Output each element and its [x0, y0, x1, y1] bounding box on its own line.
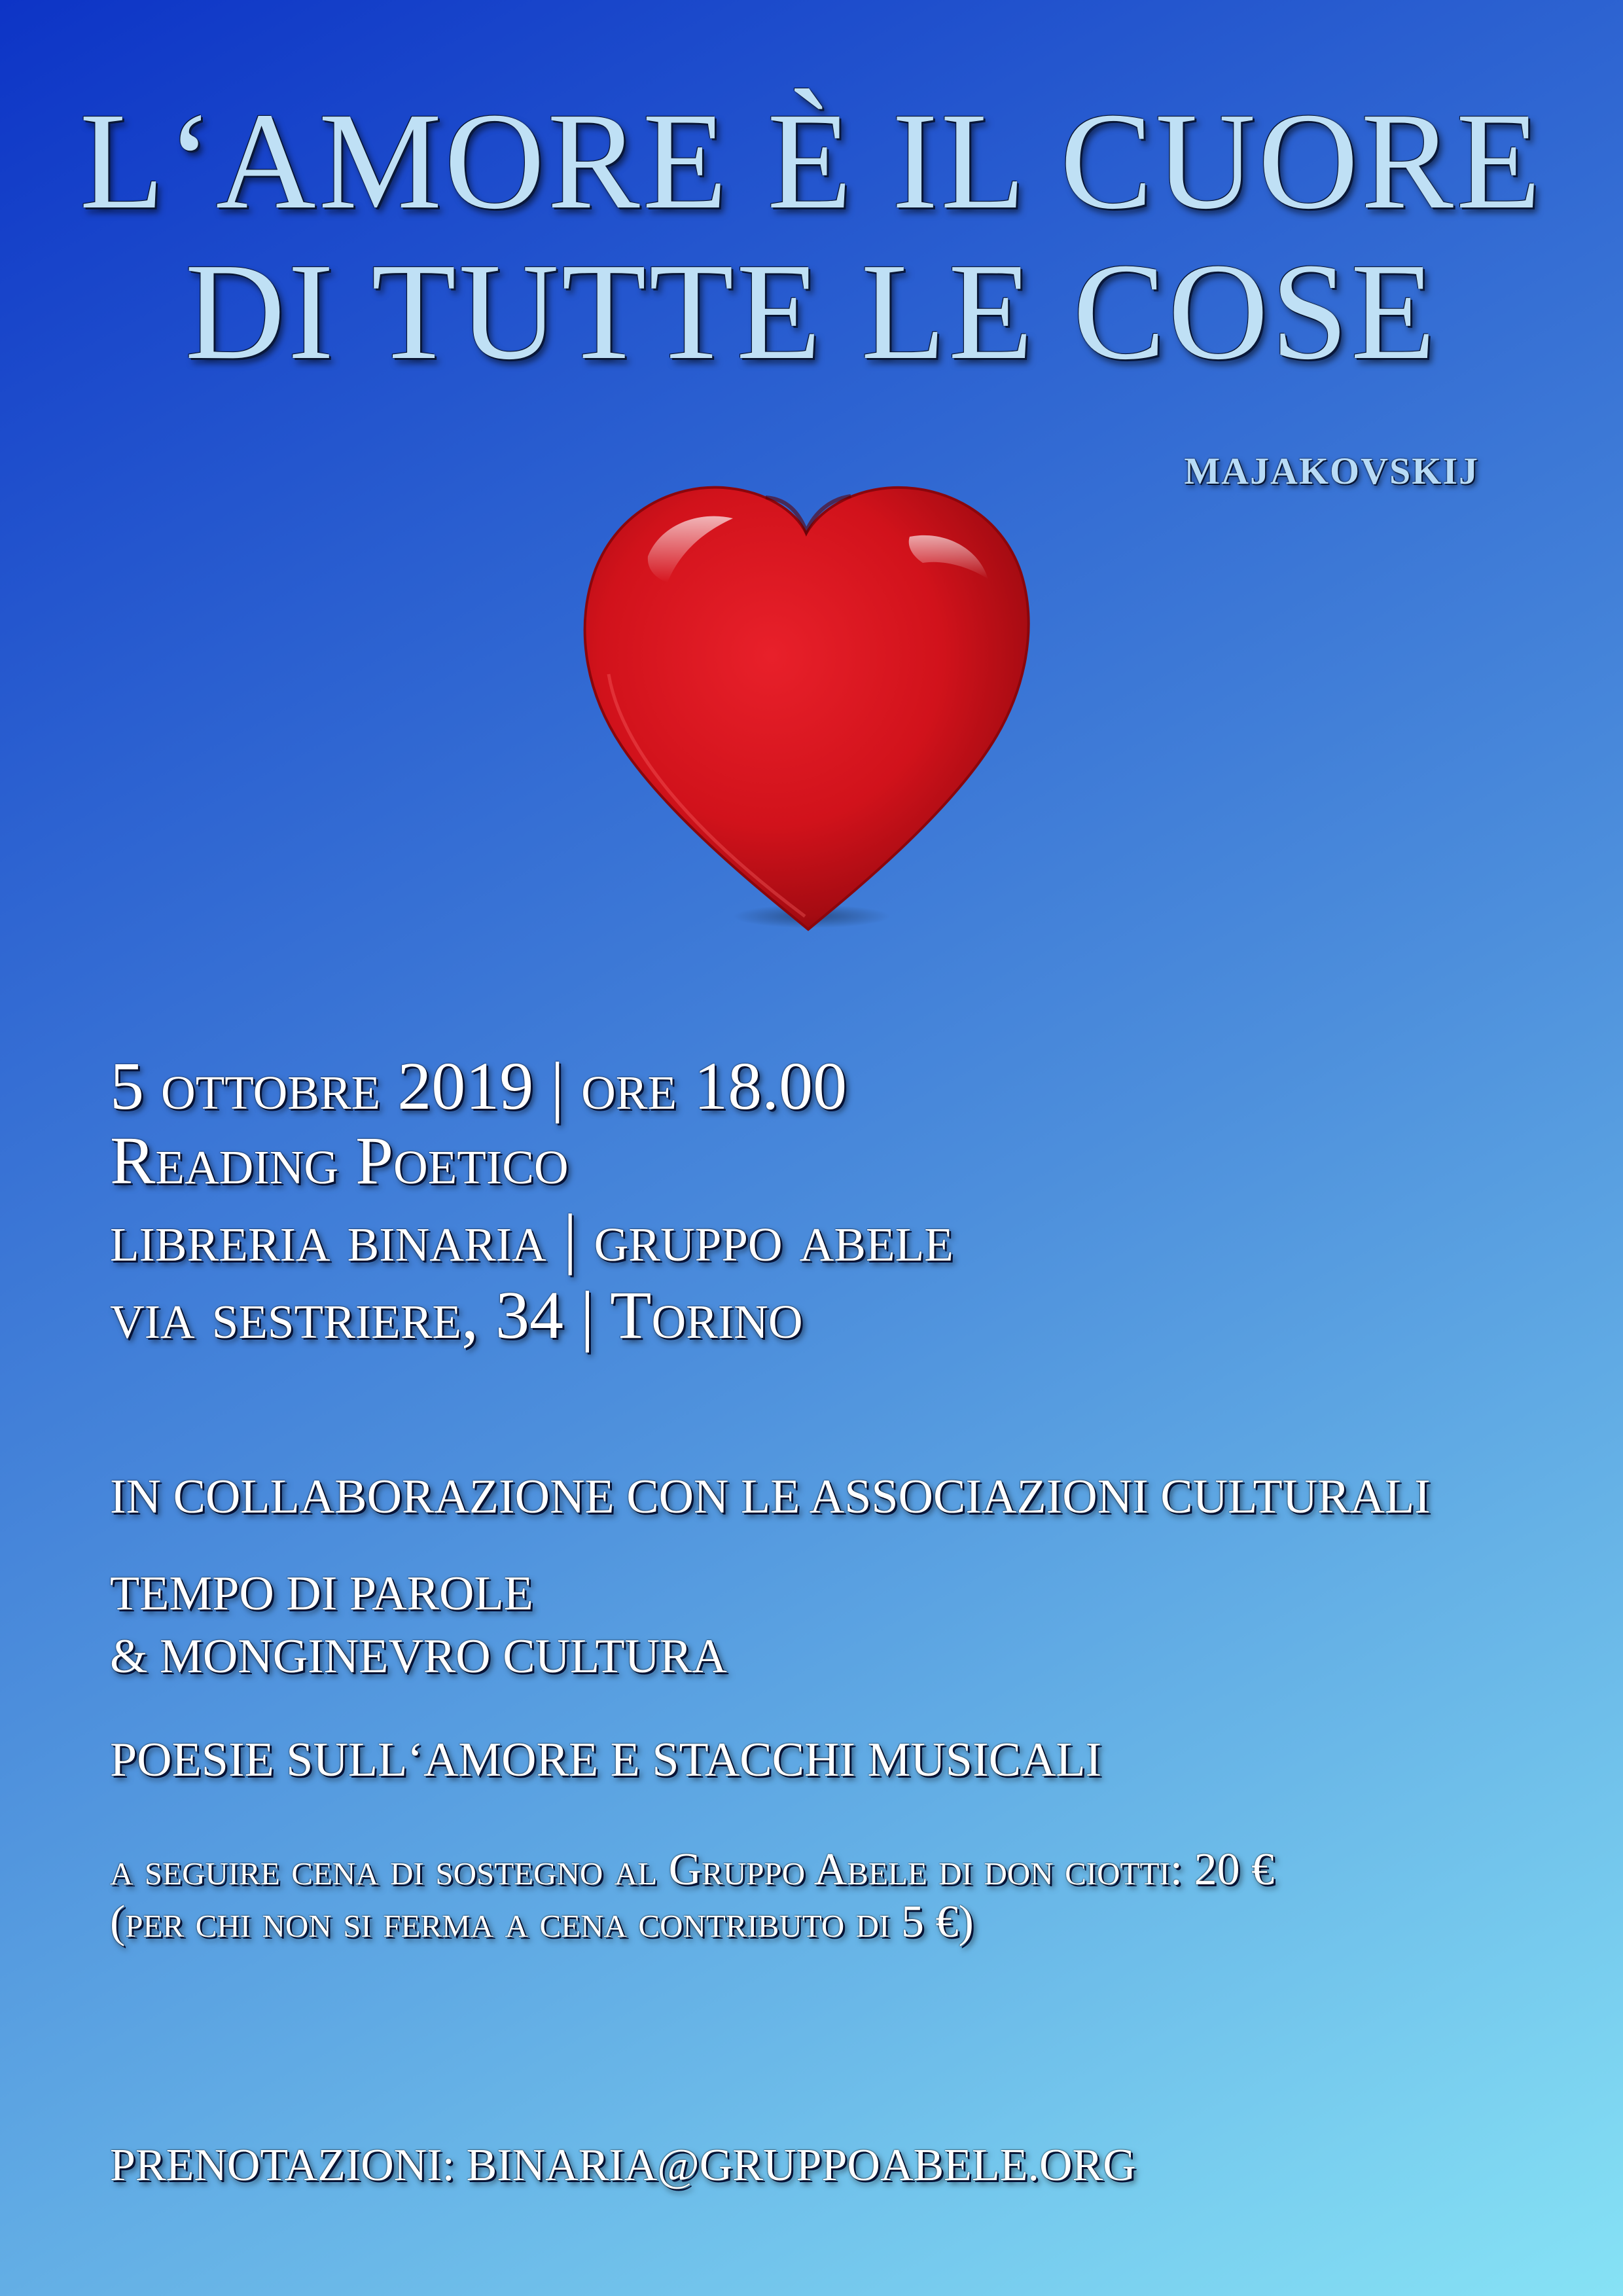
dinner-info-line-1: a seguire cena di sostegno al Gruppo Abele di don ciotti: 20 €: [110, 1844, 1275, 1895]
booking-contact: PRENOTAZIONI: BINARIA@GRUPPOABELE.ORG: [110, 2140, 1136, 2191]
event-date-time: 5 ottobre 2019 | ore 18.00: [110, 1049, 847, 1124]
poster-title-line-2: DI TUTTE LE COSE: [185, 234, 1438, 388]
heart-icon: [569, 458, 1047, 942]
poster-title-line-1: L‘AMORE È IL CUORE: [79, 84, 1544, 238]
event-address: via sestriere, 34 | Torino: [110, 1278, 803, 1353]
association-2: & MONGINEVRO CULTURA: [110, 1630, 727, 1683]
program-description: POESIE SULL‘AMORE E STACCHI MUSICALI: [110, 1733, 1102, 1787]
event-venue: libreria binaria | gruppo abele: [110, 1200, 954, 1276]
event-name: Reading Poetico: [110, 1123, 569, 1198]
quote-author: MAJAKOVSKIJ: [1184, 450, 1479, 492]
collaboration-intro: IN COLLABORAZIONE CON LE ASSOCIAZIONI CULTURALI: [110, 1470, 1431, 1524]
dinner-info-line-2: (per chi non si ferma a cena contributo di 5 €): [110, 1897, 974, 1947]
association-1: TEMPO DI PAROLE: [110, 1567, 533, 1621]
